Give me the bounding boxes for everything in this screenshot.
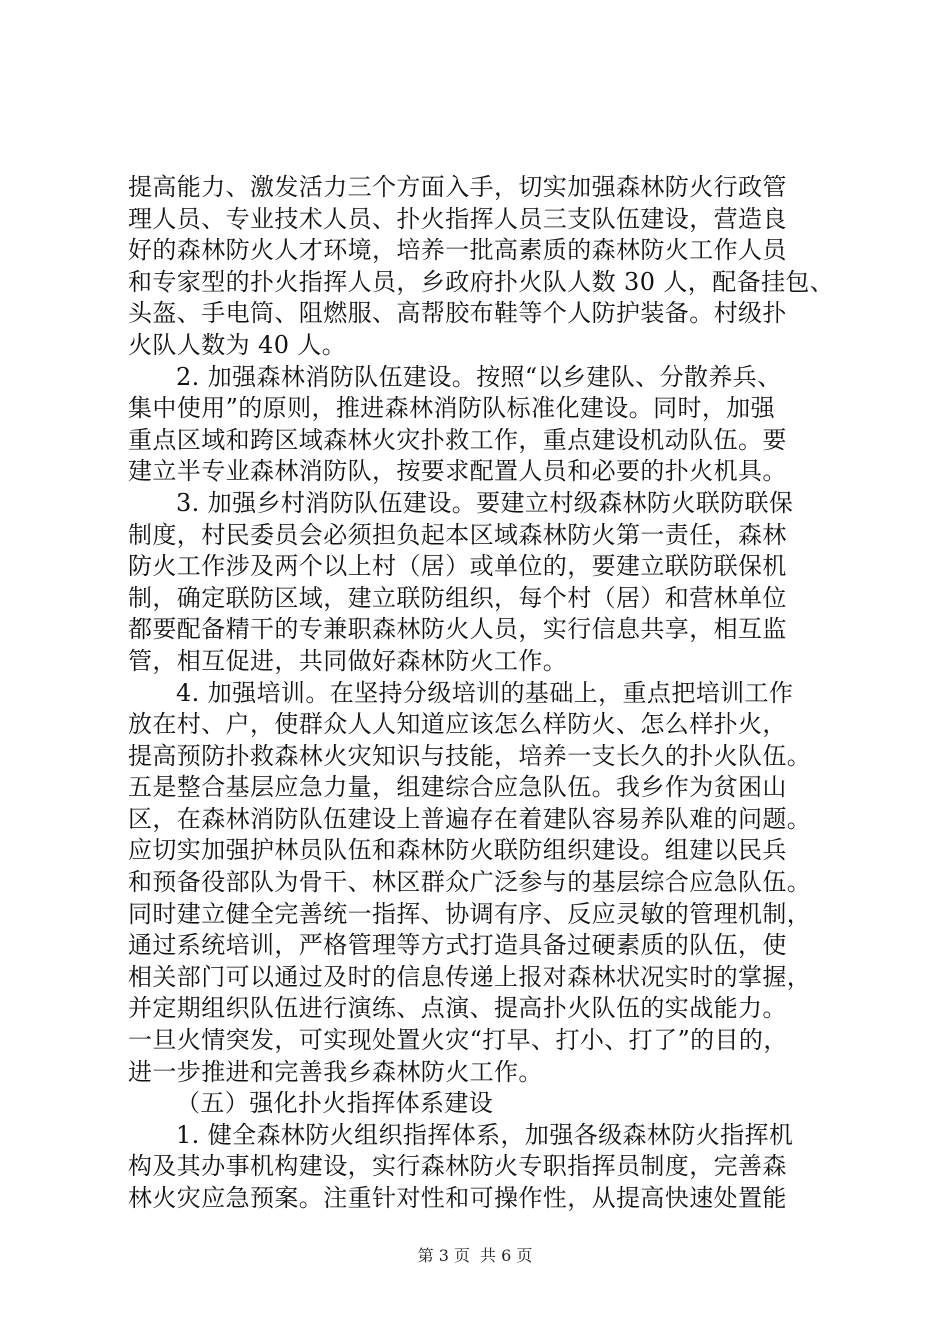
text-line: 重点区域和跨区域森林火灾扑救工作，重点建设机动队伍。要 [128, 425, 787, 454]
text-line: 提高预防扑救森林火灾知识与技能，培养一支长久的扑火队伍。 [128, 741, 812, 770]
page-number: 第 3 页 [417, 1246, 470, 1265]
text-line: 火队人数为 40 人。 [128, 330, 347, 359]
paragraph-start-line: 3. 加强乡村消防队伍建设。要建立村级森林防火联防联保 [176, 488, 794, 517]
text-line: 都要配备精干的专兼职森林防火人员，实行信息共享，相互监 [128, 615, 787, 644]
text-line: 集中使用”的原则，推进森林消防队标准化建设。同时，加强 [128, 394, 776, 423]
text-line: 制度，村民委员会必须担负起本区域森林防火第一责任，森林 [128, 520, 787, 549]
text-line: 管，相互促进，共同做好森林防火工作。 [128, 646, 568, 675]
text-line: 林火灾应急预案。注重针对性和可操作性，从提高快速处置能 [128, 1184, 787, 1212]
text-line: 构及其办事机构建设，实行森林防火专职指挥员制度，完善森 [128, 1152, 787, 1181]
paragraph-start-line: 2. 加强森林消防队伍建设。按照“以乡建队、分散养兵、 [176, 362, 782, 391]
text-line: 一旦火情突发，可实现处置火灾“打早、打小、打了”的目的， [128, 1026, 788, 1055]
text-line: 和预备役部队为骨干、林区群众广泛参与的基层综合应急队伍。 [128, 868, 812, 897]
text-line: 并定期组织队伍进行演练、点演、提高扑火队伍的实战能力。 [128, 994, 787, 1023]
text-line: 防火工作涉及两个以上村（居）或单位的，要建立联防联保机 [128, 552, 787, 581]
paragraph-start-line: 4. 加强培训。在坚持分级培训的基础上，重点把培训工作 [176, 678, 794, 707]
section-heading: （五）强化扑火指挥体系建设 [176, 1089, 494, 1118]
paragraph-start-line: 1. 健全森林防火组织指挥体系，加强各级森林防火指挥机 [176, 1120, 794, 1149]
page-footer [0, 1246, 950, 1266]
text-line: 应切实加强护林员队伍和森林防火联防组织建设。组建以民兵 [128, 836, 787, 865]
text-line: 放在村、户，使群众人人知道应该怎么样防火、怎么样扑火， [128, 710, 787, 739]
text-line: 进一步推进和完善我乡森林防火工作。 [128, 1057, 543, 1086]
text-line: 区，在森林消防队伍建设上普遍存在着建队容易养队难的问题。 [128, 804, 812, 833]
text-line: 理人员、专业技术人员、扑火指挥人员三支队伍建设，营造良 [128, 204, 787, 233]
text-line: 好的森林防火人才环境，培养一批高素质的森林防火工作人员 [128, 236, 787, 265]
text-line: 建立半专业森林消防队，按要求配置人员和必要的扑火机具。 [128, 457, 787, 486]
text-line: 通过系统培训，严格管理等方式打造具备过硬素质的队伍，使 [128, 931, 787, 960]
text-line: 五是整合基层应急力量，组建综合应急队伍。我乡作为贫困山 [128, 773, 787, 802]
text-line: 和专家型的扑火指挥人员，乡政府扑火队人数 30 人，配备挂包、 [128, 267, 835, 296]
text-line: 相关部门可以通过及时的信息传递上报对森林状况实时的掌握， [128, 962, 812, 991]
document-body [128, 172, 838, 1215]
page-total: 共 6 页 [480, 1246, 533, 1265]
text-line: 同时建立健全完善统一指挥、协调有序、反应灵敏的管理机制， [128, 899, 812, 928]
text-line: 制，确定联防区域，建立联防组织，每个村（居）和营林单位 [128, 583, 787, 612]
text-line: 头盔、手电筒、阻燃服、高帮胶布鞋等个人防护装备。村级扑 [128, 299, 787, 328]
text-line: 提高能力、激发活力三个方面入手，切实加强森林防火行政管 [128, 173, 787, 201]
